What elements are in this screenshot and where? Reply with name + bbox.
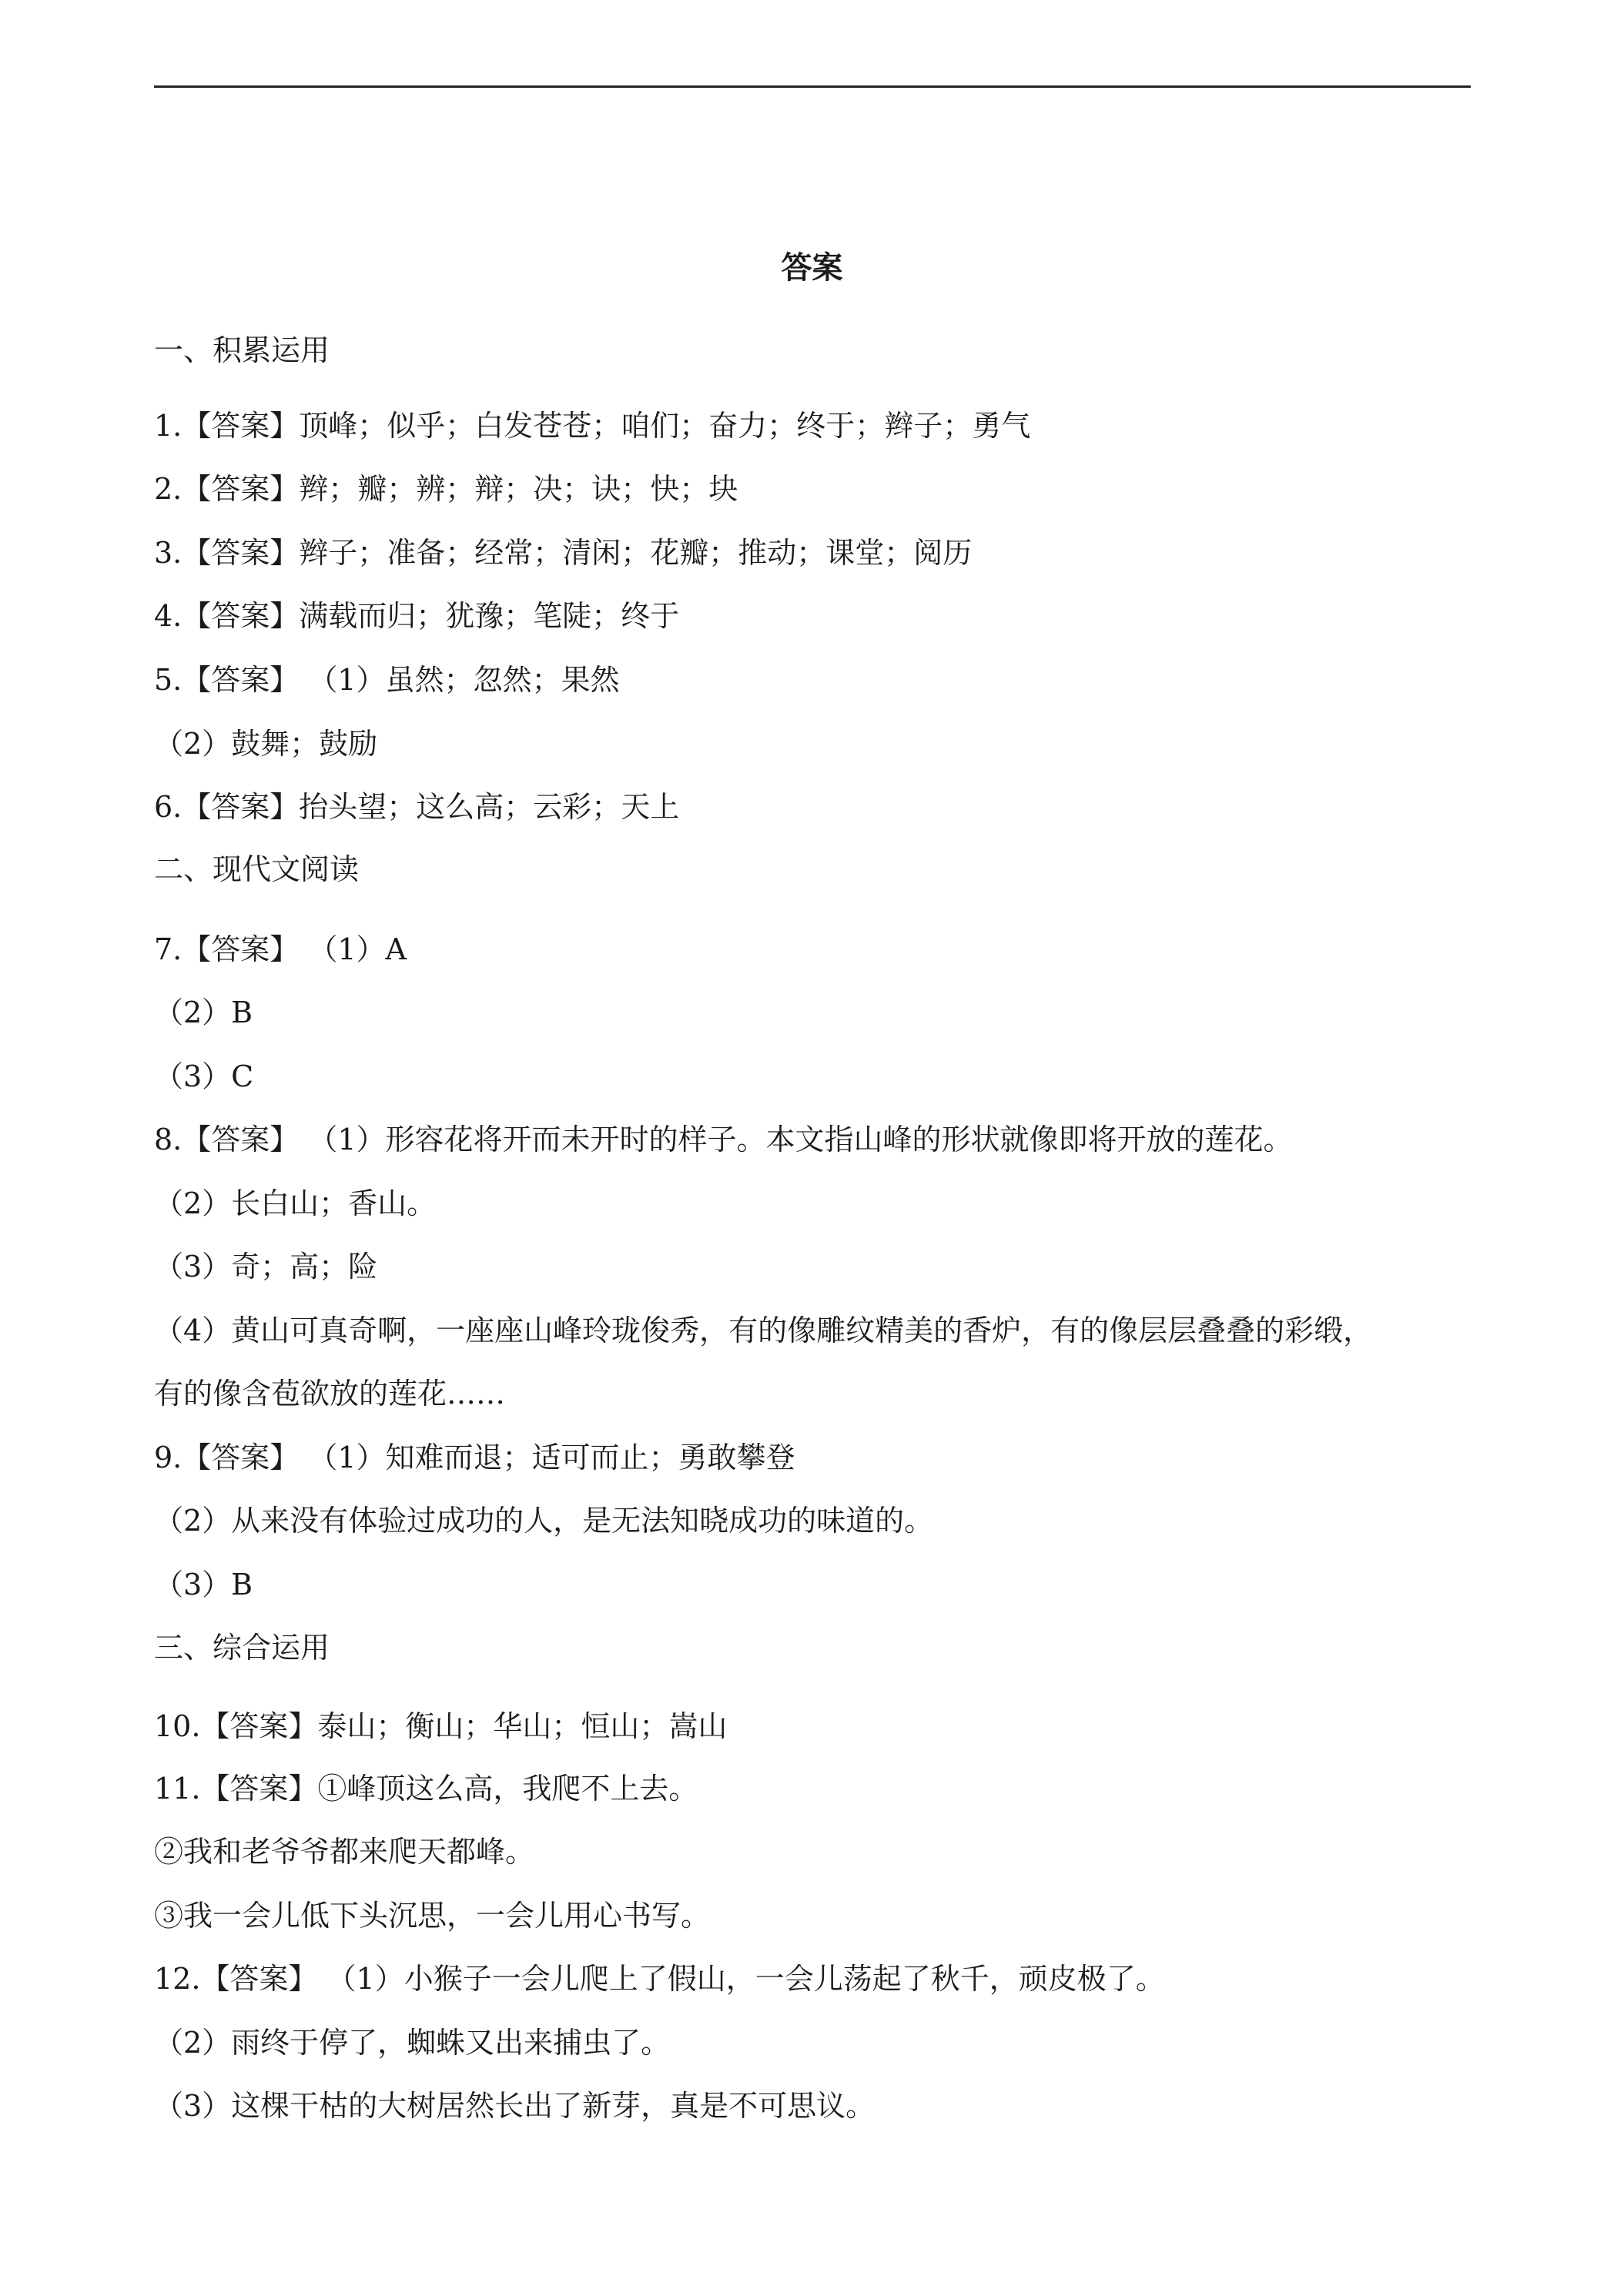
answer-line: ③我一会儿低下头沉思，一会儿用心书写。 [154,1899,711,1933]
answer-line: （3）奇；高；险 [154,1250,378,1284]
answer-line: （2）雨终于停了，蜘蛛又出来捕虫了。 [154,2026,671,2060]
answer-line: （2）从来没有体验过成功的人，是无法知晓成功的味道的。 [154,1504,934,1538]
answer-line: ②我和老爷爷都来爬天都峰。 [154,1835,535,1869]
answer-line: 有的像含苞欲放的莲花…… [154,1377,506,1411]
page-title: 答案 [781,249,843,286]
answer-line: 2.【答案】辫；瓣；辨；辩；决；诀；快；块 [154,472,738,506]
answer-line: （3）C [154,1059,254,1093]
answer-line: 12.【答案】 （1）小猴子一会儿爬上了假山，一会儿荡起了秋千，顽皮极了。 [154,1962,1165,1996]
answer-line: 7.【答案】 （1）A [154,932,407,966]
answer-line: 9.【答案】 （1）知难而退；适可而止；勇敢攀登 [154,1441,795,1474]
section-heading-2: 二、现代文阅读 [154,852,360,886]
answer-line: 3.【答案】辫子；准备；经常；清闲；花瓣；推动；课堂；阅历 [154,536,973,570]
answer-line: 10.【答案】泰山；衡山；华山；恒山；嵩山 [154,1709,728,1743]
header-rule [154,85,1471,88]
answer-line: （3）这棵干枯的大树居然长出了新芽，真是不可思议。 [154,2089,876,2123]
answer-line: （4）黄山可真奇啊，一座座山峰玲珑俊秀，有的像雕纹精美的香炉，有的像层层叠叠的彩缎， [154,1314,1373,1347]
answer-line: （2）鼓舞；鼓励 [154,727,378,761]
answer-line: 8.【答案】 （1）形容花将开而未开时的样子。本文指山峰的形状就像即将开放的莲花。 [154,1123,1293,1156]
answer-line: （2）B [154,996,253,1029]
answer-line: 4.【答案】满载而归；犹豫；笔陡；终于 [154,599,680,633]
section-heading-3: 三、综合运用 [154,1631,330,1665]
answer-line: 6.【答案】抬头望；这么高；云彩；天上 [154,790,680,824]
answer-line: 11.【答案】①峰顶这么高，我爬不上去。 [154,1772,698,1806]
section-heading-1: 一、积累运用 [154,333,330,367]
answer-line: （3）B [154,1568,253,1602]
answer-line: 1.【答案】顶峰；似乎；白发苍苍；咱们；奋力；终于；辫子；勇气 [154,409,1031,443]
answer-line: 5.【答案】 （1）虽然；忽然；果然 [154,663,620,697]
answer-line: （2）长白山；香山。 [154,1186,437,1220]
